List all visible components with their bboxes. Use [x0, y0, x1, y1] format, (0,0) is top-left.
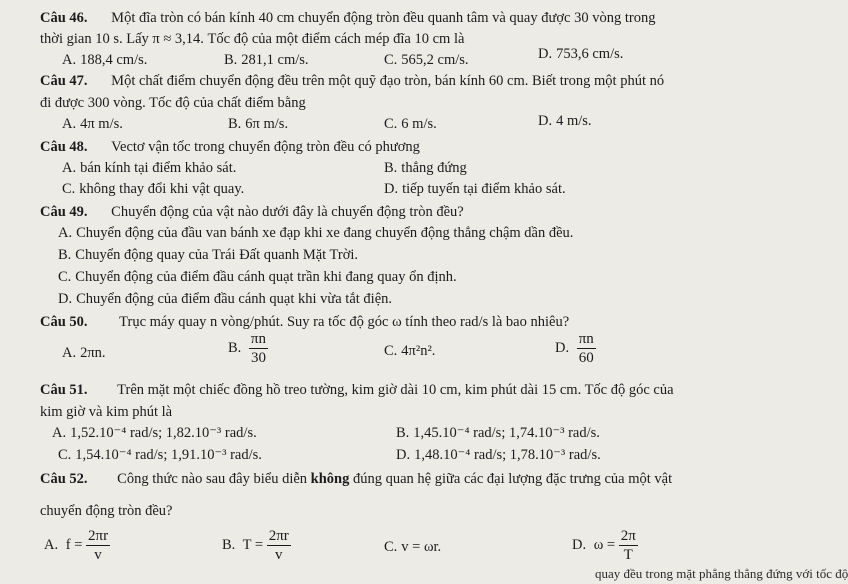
question-46 [40, 9, 655, 27]
q47-option-c: C. 6 m/s. [384, 116, 437, 132]
question-51 [40, 381, 674, 399]
q52-option-a: A. f = $\frac{2\pi r}{v}$ [44, 528, 109, 563]
q52-option-d-fraction: $\frac{2\pi}{T}$ [620, 528, 636, 563]
q50-option-d-fraction: $\frac{\pi n}{60}$ [578, 331, 594, 366]
emphasis-word: không [310, 471, 350, 487]
question-52-line-2: chuyển động tròn đều? [40, 503, 173, 519]
question-52-label: Câu 52. [40, 471, 88, 487]
question-48-label: Câu 48. [40, 139, 88, 155]
q48-option-b: B. thẳng đứng [384, 160, 467, 176]
question-47-label: Câu 47. [40, 73, 88, 89]
q52-option-b: B. T = $\frac{2\pi r}{v}$ [222, 528, 289, 563]
q51-option-c: C. 1,54.10⁻⁴ rad/s; 1,91.10⁻³ rad/s. [58, 447, 262, 463]
q51-option-d: D. 1,48.10⁻⁴ rad/s; 1,78.10⁻³ rad/s. [396, 447, 601, 463]
question-48 [40, 138, 420, 156]
q49-option-b: B. Chuyển động quay của Trái Đất quanh Mặt Trời. [58, 247, 359, 263]
q48-option-a: A. bán kính tại điểm khảo sát. [62, 160, 237, 176]
q52-option-d: D. ω = $\frac{2\pi}{T}$ [572, 528, 636, 563]
question-48-line-1: Vectơ vận tốc trong chuyển động tròn đều có phương [111, 139, 420, 155]
question-52 [40, 470, 672, 488]
q51-option-b: B. 1,45.10⁻⁴ rad/s; 1,74.10⁻³ rad/s. [396, 425, 600, 441]
q46-option-c: C. 565,2 cm/s. [384, 52, 469, 68]
question-49 [40, 203, 464, 221]
q49-option-c: C. Chuyển động của điểm đầu cánh quạt trần khi đang quay ổn định. [58, 269, 457, 285]
q46-option-a: A. 188,4 cm/s. [62, 52, 148, 68]
question-47-line-1: Một chất điểm chuyển động đều trên một quỹ đạo tròn, bán kính 60 cm. Biết trong một phút nó [111, 73, 665, 89]
q48-option-d: D. tiếp tuyến tại điểm khảo sát. [384, 181, 566, 197]
q47-option-a: A. 4π m/s. [62, 116, 123, 132]
q47-option-b: B. 6π m/s. [228, 116, 289, 132]
q47-option-d: D. 4 m/s. [538, 113, 592, 129]
q51-option-a: A. 1,52.10⁻⁴ rad/s; 1,82.10⁻³ rad/s. [52, 425, 257, 441]
question-50 [40, 313, 569, 331]
bottom-cut-off-line: quay đều trong mặt phẳng thẳng đứng với tốc độ [595, 566, 848, 581]
question-51-line-1: Trên mặt một chiếc đồng hồ treo tường, kim giờ dài 10 cm, kim phút dài 15 cm. Tốc độ góc của [117, 382, 674, 398]
q52-option-c: C. v = ωr. [384, 539, 442, 555]
question-46-label: Câu 46. [40, 10, 88, 26]
question-46-line-1: Một đĩa tròn có bán kính 40 cm chuyển động tròn đều quanh tâm và quay được 30 vòng trong [111, 10, 656, 26]
q49-option-d: D. Chuyển động của điểm đầu cánh quạt khi vừa tắt điện. [58, 291, 393, 307]
question-46-line-2: thời gian 10 s. Lấy π ≈ 3,14. Tốc độ của một điểm cách mép đĩa 10 cm là [40, 31, 465, 47]
question-49-line-1: Chuyển động của vật nào dưới đây là chuyển động tròn đều? [111, 204, 464, 220]
q50-option-a: A. 2πn. [62, 345, 106, 361]
question-49-label: Câu 49. [40, 204, 88, 220]
question-51-line-2: kim giờ và kim phút là [40, 404, 173, 420]
q49-option-a: A. Chuyển động của đầu van bánh xe đạp khi xe đang chuyển động thẳng chậm dần đều. [58, 225, 574, 241]
question-51-label: Câu 51. [40, 382, 88, 398]
q50-option-b-fraction: $\frac{\pi n}{30}$ [250, 331, 266, 366]
q50-option-b: B. $\frac{\pi n}{30}$ [228, 331, 266, 366]
question-47-line-2: đi được 300 vòng. Tốc độ của chất điểm bằng [40, 95, 306, 111]
q48-option-c: C. không thay đổi khi vật quay. [62, 181, 245, 197]
question-50-label: Câu 50. [40, 314, 88, 330]
q50-option-d: D. $\frac{\pi n}{60}$ [555, 331, 594, 366]
q52-option-b-fraction: $\frac{2\pi r}{v}$ [268, 528, 289, 563]
q46-option-b: B. 281,1 cm/s. [224, 52, 309, 68]
q52-option-a-fraction: $\frac{2\pi r}{v}$ [88, 528, 109, 563]
question-47 [40, 72, 664, 90]
question-50-line-1: Trục máy quay n vòng/phút. Suy ra tốc độ góc ω tính theo rad/s là bao nhiêu? [119, 314, 570, 330]
q50-option-c: C. 4π²n². [384, 343, 436, 359]
question-52-line-1: Công thức nào sau đây biểu diễn không đúng quan hệ giữa các đại lượng đặc trưng của một vật [117, 471, 673, 487]
q46-option-d: D. 753,6 cm/s. [538, 46, 624, 62]
